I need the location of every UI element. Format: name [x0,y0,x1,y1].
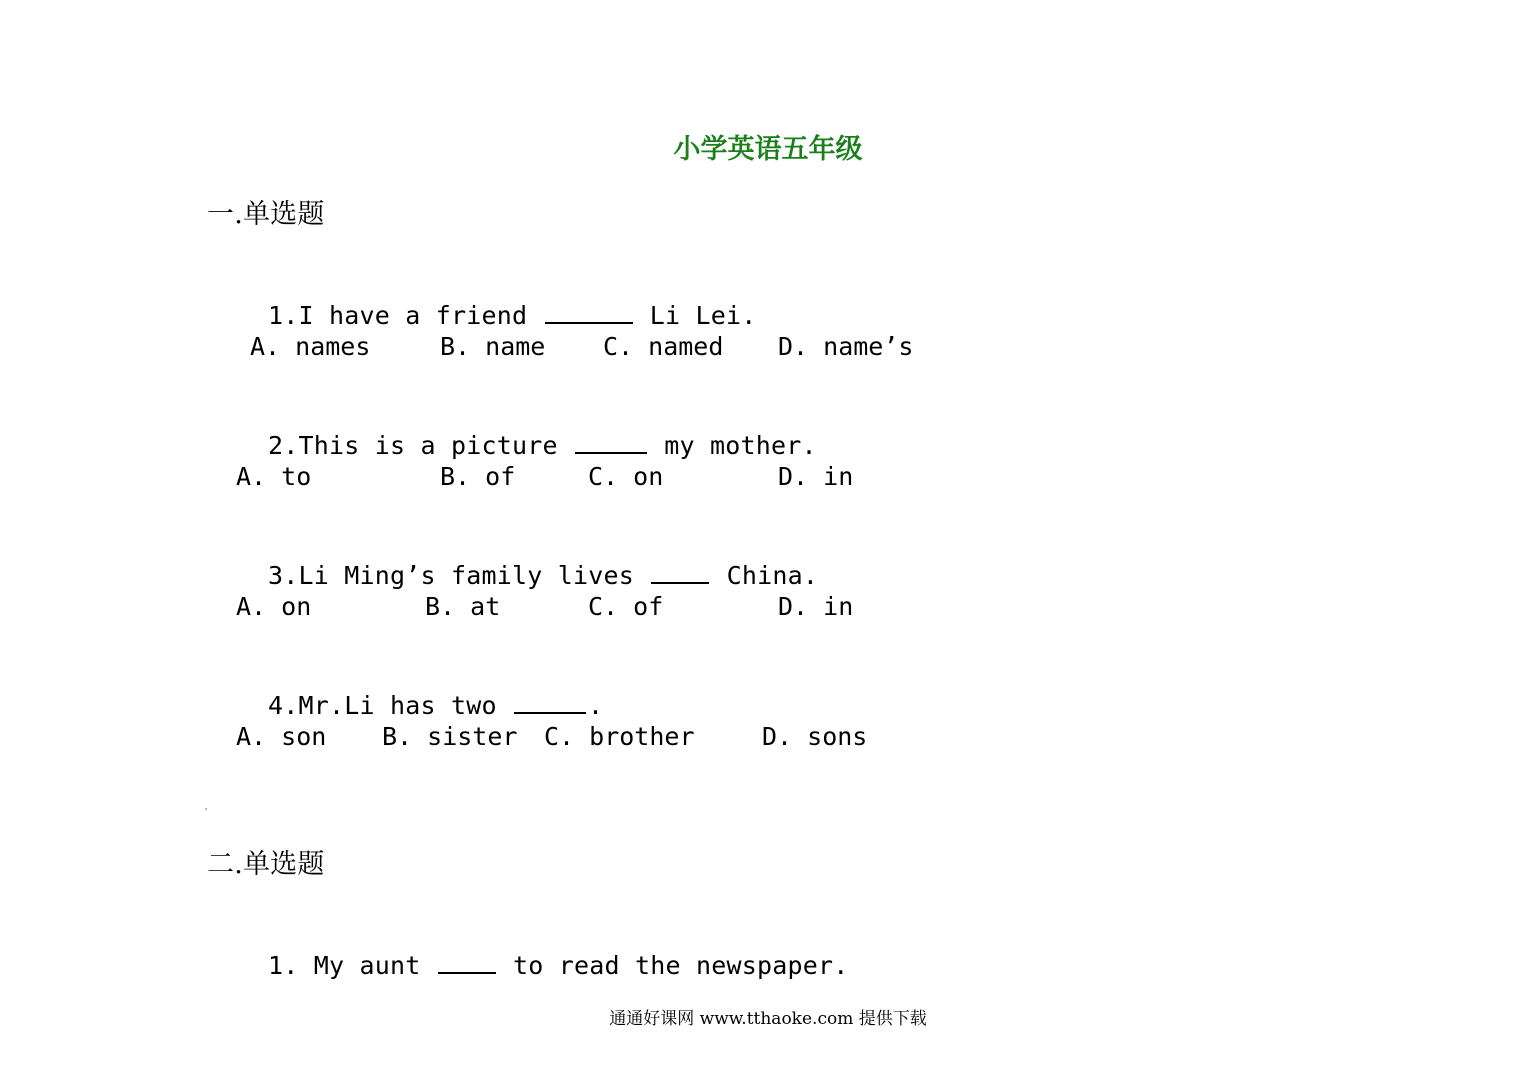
option-a: A. son [236,722,327,751]
stem-after: my mother. [649,431,817,460]
option-a: A. names [250,332,371,361]
answer-blank [545,300,633,324]
stem-before: 1. My aunt [268,951,436,980]
option-c: C. brother [544,722,695,751]
section-2-heading: 二.单选题 [207,849,325,880]
stem-before: 1.I have a friend [268,301,543,330]
answer-blank [575,430,647,454]
option-a: A. on [236,592,312,621]
option-d: D. in [778,462,854,491]
option-b: B. name [440,332,546,361]
option-b: B. at [425,592,501,621]
stem-before: 2.This is a picture [268,431,574,460]
stem-after: . [588,691,604,720]
answer-blank [651,560,709,584]
section-1-heading: 一.单选题 [207,199,325,230]
option-d: D. in [778,592,854,621]
stem-before: 3.Li Ming’s family lives [268,561,650,590]
answer-blank [514,690,586,714]
stem-after: China. [711,561,819,590]
stray-mark [205,808,207,810]
option-d: D. name’s [778,332,914,361]
stem-after: Li Lei. [634,301,757,330]
answer-blank [438,950,496,974]
page-footer: 通通好课网 www.tthaoke.com 提供下载 [609,1009,927,1029]
option-c: C. on [588,462,664,491]
option-c: C. of [588,592,664,621]
option-a: A. to [236,462,312,491]
option-d: D. sons [762,722,868,751]
option-b: B. sister [382,722,518,751]
question-2-1-stem [207,915,849,1017]
stem-after: to read the newspaper. [497,951,849,980]
document-title: 小学英语五年级 [673,134,863,165]
stem-before: 4.Mr.Li has two [268,691,513,720]
option-b: B. of [440,462,516,491]
option-c: C. named [603,332,724,361]
